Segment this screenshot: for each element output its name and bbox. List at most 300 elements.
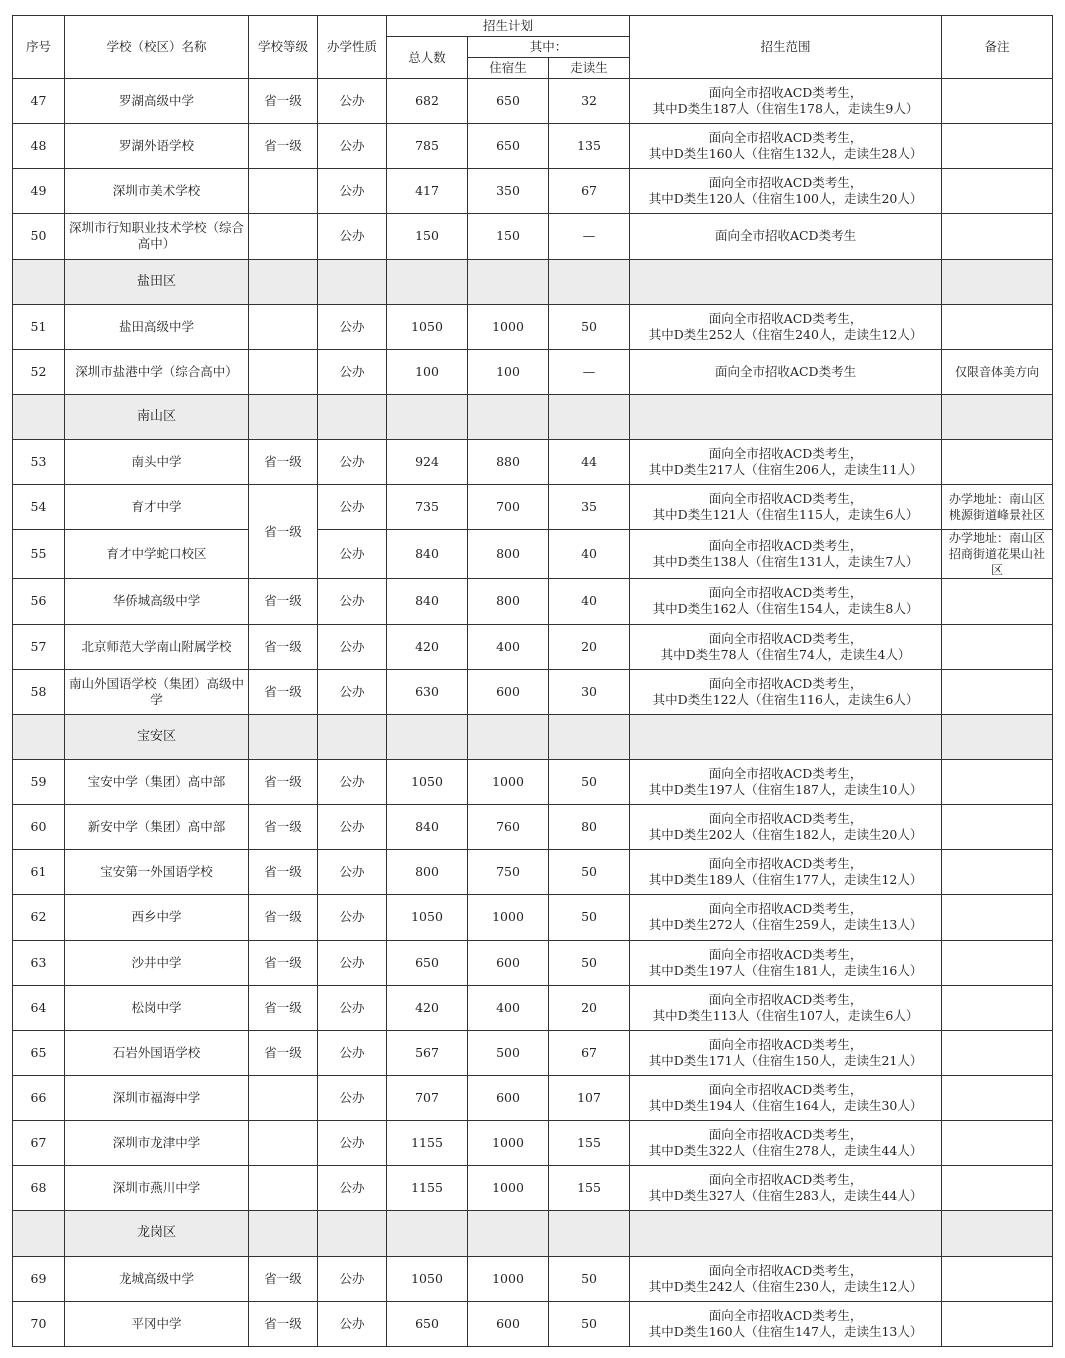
day-count: 67 <box>549 169 630 214</box>
table-row <box>13 805 1053 850</box>
school-name: 华侨城高级中学 <box>65 579 249 624</box>
table-row <box>13 79 1053 124</box>
table-row <box>13 759 1053 804</box>
scope-line-2: 其中D类生242人（住宿生230人，走读生12人） <box>648 1278 923 1294</box>
scope-cell <box>630 440 942 485</box>
table-row <box>13 985 1053 1030</box>
school-nature: 公办 <box>318 985 387 1030</box>
table-row <box>13 485 1053 530</box>
school-level <box>249 1121 318 1166</box>
table-row <box>13 349 1053 394</box>
remark-cell <box>942 1121 1053 1166</box>
day-count: 20 <box>549 985 630 1030</box>
table-row <box>13 1166 1053 1211</box>
scope-line-1: 面向全市招收ACD类考生， <box>708 811 863 827</box>
table-row <box>13 530 1053 579</box>
remark-cell <box>942 440 1053 485</box>
scope-line-2: 其中D类生189人（住宿生177人，走读生12人） <box>648 872 923 888</box>
seq-cell <box>13 259 65 304</box>
seq-cell <box>13 714 65 759</box>
day-count: 50 <box>549 940 630 985</box>
total-count: 1050 <box>387 1256 468 1301</box>
table-row <box>13 1121 1053 1166</box>
empty-cell <box>249 259 318 304</box>
school-name: 南头中学 <box>65 440 249 485</box>
district-name: 龙岗区 <box>65 1211 249 1256</box>
total-count: 735 <box>387 485 468 530</box>
seq-cell: 52 <box>13 349 65 394</box>
header-seq: 序号 <box>13 16 65 79</box>
school-name: 深圳市美术学校 <box>65 169 249 214</box>
table-row <box>13 895 1053 940</box>
day-count: 40 <box>549 530 630 579</box>
empty-cell <box>468 1211 549 1256</box>
header-remark: 备注 <box>942 16 1053 79</box>
empty-cell <box>630 1211 942 1256</box>
district-row <box>13 259 1053 304</box>
seq-cell: 62 <box>13 895 65 940</box>
day-count: 107 <box>549 1075 630 1120</box>
scope-line-1: 面向全市招收ACD类考生， <box>708 901 863 917</box>
table-row <box>13 1030 1053 1075</box>
seq-cell: 66 <box>13 1075 65 1120</box>
seq-cell: 54 <box>13 485 65 530</box>
school-level: 省一级 <box>249 669 318 714</box>
seq-cell: 61 <box>13 850 65 895</box>
scope-cell <box>630 124 942 169</box>
total-count: 650 <box>387 1301 468 1346</box>
empty-cell <box>318 394 387 439</box>
scope-line-1: 面向全市招收ACD类考生， <box>708 991 863 1007</box>
school-level: 省一级 <box>249 79 318 124</box>
total-count: 785 <box>387 124 468 169</box>
day-count: 80 <box>549 805 630 850</box>
school-nature: 公办 <box>318 1166 387 1211</box>
remark-cell <box>942 304 1053 349</box>
total-count: 1050 <box>387 759 468 804</box>
scope-line-1: 面向全市招收ACD类考生， <box>708 130 863 146</box>
school-level <box>249 169 318 214</box>
empty-cell <box>318 1211 387 1256</box>
school-nature: 公办 <box>318 940 387 985</box>
school-nature: 公办 <box>318 669 387 714</box>
school-level: 省一级 <box>249 895 318 940</box>
table-row <box>13 304 1053 349</box>
total-count: 1050 <box>387 304 468 349</box>
scope-line-1: 面向全市招收ACD类考生， <box>708 538 863 554</box>
school-level <box>249 304 318 349</box>
day-count: 35 <box>549 485 630 530</box>
seq-cell: 53 <box>13 440 65 485</box>
day-count: 50 <box>549 850 630 895</box>
scope-line-2: 其中D类生327人（住宿生283人，走读生44人） <box>648 1188 923 1204</box>
school-name: 育才中学 <box>65 485 249 530</box>
scope-line-2: 其中D类生217人（住宿生206人，走读生11人） <box>648 462 923 478</box>
seq-cell: 70 <box>13 1301 65 1346</box>
school-nature: 公办 <box>318 304 387 349</box>
scope-line-2: 其中D类生197人（住宿生181人，走读生16人） <box>648 962 923 978</box>
table-row <box>13 1075 1053 1120</box>
scope-line-2: 其中D类生113人（住宿生107人，走读生6人） <box>652 1007 919 1023</box>
empty-cell <box>387 714 468 759</box>
district-row <box>13 1211 1053 1256</box>
remark-cell <box>942 850 1053 895</box>
school-nature: 公办 <box>318 214 387 259</box>
boarding-count: 400 <box>468 624 549 669</box>
table-row <box>13 1301 1053 1346</box>
empty-cell <box>549 394 630 439</box>
table-body <box>13 79 1053 1347</box>
scope-line-2: 其中D类生187人（住宿生178人，走读生9人） <box>652 101 919 117</box>
seq-cell: 58 <box>13 669 65 714</box>
boarding-count: 1000 <box>468 1121 549 1166</box>
boarding-count: 600 <box>468 669 549 714</box>
boarding-count: 600 <box>468 1075 549 1120</box>
empty-cell <box>318 714 387 759</box>
seq-cell: 55 <box>13 530 65 579</box>
seq-cell <box>13 394 65 439</box>
table-row <box>13 440 1053 485</box>
header-total: 总人数 <box>387 37 468 79</box>
empty-cell <box>942 259 1053 304</box>
header-boarding: 住宿生 <box>468 58 549 79</box>
seq-cell: 49 <box>13 169 65 214</box>
school-nature: 公办 <box>318 1030 387 1075</box>
table-row <box>13 169 1053 214</box>
scope-cell <box>630 169 942 214</box>
scope-cell <box>630 79 942 124</box>
total-count: 682 <box>387 79 468 124</box>
seq-cell: 51 <box>13 304 65 349</box>
table-row <box>13 214 1053 259</box>
scope-line-2: 其中D类生171人（住宿生150人，走读生21人） <box>648 1052 923 1068</box>
boarding-count: 500 <box>468 1030 549 1075</box>
day-count: 135 <box>549 124 630 169</box>
total-count: 800 <box>387 850 468 895</box>
day-count: 50 <box>549 895 630 940</box>
scope-line-1: 面向全市招收ACD类考生， <box>708 1127 863 1143</box>
scope-line-1: 面向全市招收ACD类考生， <box>708 856 863 872</box>
header-plan: 招生计划 <box>387 16 630 37</box>
scope-cell <box>630 1166 942 1211</box>
total-count: 650 <box>387 940 468 985</box>
day-count: 40 <box>549 579 630 624</box>
scope-cell <box>630 759 942 804</box>
total-count: 567 <box>387 1030 468 1075</box>
school-nature: 公办 <box>318 1256 387 1301</box>
seq-cell: 57 <box>13 624 65 669</box>
boarding-count: 1000 <box>468 1256 549 1301</box>
empty-cell <box>549 714 630 759</box>
scope-line-1: 面向全市招收ACD类考生， <box>708 766 863 782</box>
total-count: 100 <box>387 349 468 394</box>
header-day: 走读生 <box>549 58 630 79</box>
scope-cell <box>630 530 942 579</box>
seq-cell: 48 <box>13 124 65 169</box>
school-level: 省一级 <box>249 1256 318 1301</box>
scope-cell <box>630 485 942 530</box>
seq-cell: 50 <box>13 214 65 259</box>
school-nature: 公办 <box>318 1301 387 1346</box>
boarding-count: 1000 <box>468 895 549 940</box>
scope-line-2: 其中D类生160人（住宿生132人，走读生28人） <box>648 146 923 162</box>
school-name: 松岗中学 <box>65 985 249 1030</box>
scope-line-2: 其中D类生138人（住宿生131人，走读生7人） <box>652 554 919 570</box>
seq-cell: 68 <box>13 1166 65 1211</box>
header-school: 学校（校区）名称 <box>65 16 249 79</box>
seq-cell: 65 <box>13 1030 65 1075</box>
school-level: 省一级 <box>249 759 318 804</box>
school-level: 省一级 <box>249 440 318 485</box>
school-level <box>249 214 318 259</box>
school-name: 北京师范大学南山附属学校 <box>65 624 249 669</box>
day-count: 20 <box>549 624 630 669</box>
total-count: 420 <box>387 624 468 669</box>
seq-cell: 59 <box>13 759 65 804</box>
scope-line-2: 其中D类生197人（住宿生187人，走读生10人） <box>648 782 923 798</box>
scope-line-1: 面向全市招收ACD类考生， <box>708 1262 863 1278</box>
school-level: 省一级 <box>249 579 318 624</box>
scope-cell <box>630 895 942 940</box>
school-nature: 公办 <box>318 1075 387 1120</box>
scope-line-1: 面向全市招收ACD类考生， <box>708 175 863 191</box>
school-level: 省一级 <box>249 624 318 669</box>
school-level <box>249 1166 318 1211</box>
school-name: 深圳市龙津中学 <box>65 1121 249 1166</box>
scope-cell <box>630 1121 942 1166</box>
school-level: 省一级 <box>249 985 318 1030</box>
empty-cell <box>549 259 630 304</box>
total-count: 630 <box>387 669 468 714</box>
school-nature: 公办 <box>318 124 387 169</box>
empty-cell <box>942 1211 1053 1256</box>
total-count: 1050 <box>387 895 468 940</box>
school-level: 省一级 <box>249 1301 318 1346</box>
school-nature: 公办 <box>318 169 387 214</box>
scope-line-1: 面向全市招收ACD类考生， <box>708 310 863 326</box>
school-nature: 公办 <box>318 895 387 940</box>
seq-cell: 67 <box>13 1121 65 1166</box>
scope-line-2: 其中D类生78人（住宿生74人，走读生4人） <box>660 646 911 662</box>
seq-cell: 63 <box>13 940 65 985</box>
remark-cell <box>942 940 1053 985</box>
table-row <box>13 579 1053 624</box>
empty-cell <box>387 259 468 304</box>
school-nature: 公办 <box>318 349 387 394</box>
total-count: 417 <box>387 169 468 214</box>
empty-cell <box>549 1211 630 1256</box>
empty-cell <box>387 394 468 439</box>
empty-cell <box>249 1211 318 1256</box>
school-nature: 公办 <box>318 485 387 530</box>
scope-line-1: 面向全市招收ACD类考生， <box>708 1036 863 1052</box>
remark-cell: 仅限音体美方向 <box>942 349 1053 394</box>
scope-line-2: 其中D类生162人（住宿生154人，走读生8人） <box>652 601 919 617</box>
empty-cell <box>630 259 942 304</box>
boarding-count: 650 <box>468 79 549 124</box>
remark-cell <box>942 1301 1053 1346</box>
school-nature: 公办 <box>318 440 387 485</box>
scope-cell <box>630 805 942 850</box>
remark-cell <box>942 169 1053 214</box>
scope-line-1: 面向全市招收ACD类考生， <box>708 1082 863 1098</box>
school-name: 南山外国语学校（集团）高级中学 <box>65 669 249 714</box>
boarding-count: 650 <box>468 124 549 169</box>
school-name: 深圳市盐港中学（综合高中） <box>65 349 249 394</box>
scope-cell <box>630 304 942 349</box>
boarding-count: 1000 <box>468 759 549 804</box>
school-name: 平冈中学 <box>65 1301 249 1346</box>
school-nature: 公办 <box>318 579 387 624</box>
scope-cell <box>630 940 942 985</box>
remark-cell <box>942 1256 1053 1301</box>
remark-cell <box>942 1030 1053 1075</box>
boarding-count: 150 <box>468 214 549 259</box>
header-scope: 招生范围 <box>630 16 942 79</box>
table-row <box>13 1256 1053 1301</box>
day-count: 30 <box>549 669 630 714</box>
scope-line-1: 面向全市招收ACD类考生， <box>708 675 863 691</box>
district-name: 南山区 <box>65 394 249 439</box>
empty-cell <box>630 714 942 759</box>
boarding-count: 100 <box>468 349 549 394</box>
school-level: 省一级 <box>249 805 318 850</box>
day-count: 67 <box>549 1030 630 1075</box>
scope-line-1: 面向全市招收ACD类考生， <box>708 630 863 646</box>
empty-cell <box>249 394 318 439</box>
school-name: 龙城高级中学 <box>65 1256 249 1301</box>
scope-cell <box>630 624 942 669</box>
day-count: 50 <box>549 1256 630 1301</box>
scope-line-1: 面向全市招收ACD类考生， <box>708 946 863 962</box>
table-row <box>13 850 1053 895</box>
school-nature: 公办 <box>318 530 387 579</box>
empty-cell <box>318 259 387 304</box>
school-level: 省一级 <box>249 940 318 985</box>
boarding-count: 880 <box>468 440 549 485</box>
empty-cell <box>468 714 549 759</box>
remark-cell <box>942 1075 1053 1120</box>
day-count: 50 <box>549 1301 630 1346</box>
scope-line-2: 其中D类生252人（住宿生240人，走读生12人） <box>648 326 923 342</box>
seq-cell: 64 <box>13 985 65 1030</box>
remark-cell <box>942 895 1053 940</box>
school-name: 深圳市行知职业技术学校（综合高中） <box>65 214 249 259</box>
school-level: 省一级 <box>249 850 318 895</box>
remark-cell <box>942 805 1053 850</box>
scope-cell <box>630 1301 942 1346</box>
school-nature: 公办 <box>318 79 387 124</box>
empty-cell <box>468 394 549 439</box>
boarding-count: 700 <box>468 485 549 530</box>
scope-line-1: 面向全市招收ACD类考生， <box>708 446 863 462</box>
scope-cell <box>630 349 942 394</box>
district-row <box>13 714 1053 759</box>
school-nature: 公办 <box>318 850 387 895</box>
school-nature: 公办 <box>318 805 387 850</box>
empty-cell <box>942 394 1053 439</box>
table-header <box>13 16 1053 79</box>
seq-cell <box>13 1211 65 1256</box>
header-among: 其中： <box>468 37 630 58</box>
remark-cell <box>942 624 1053 669</box>
table-row <box>13 624 1053 669</box>
boarding-count: 600 <box>468 940 549 985</box>
scope-cell <box>630 214 942 259</box>
scope-line-1: 面向全市招收ACD类考生， <box>708 585 863 601</box>
scope-line-1: 面向全市招收ACD类考生， <box>708 491 863 507</box>
total-count: 840 <box>387 579 468 624</box>
total-count: 420 <box>387 985 468 1030</box>
empty-cell <box>387 1211 468 1256</box>
seq-cell: 69 <box>13 1256 65 1301</box>
scope-cell <box>630 1030 942 1075</box>
boarding-count: 600 <box>468 1301 549 1346</box>
scope-line-2: 其中D类生122人（住宿生116人，走读生6人） <box>652 691 919 707</box>
school-name: 育才中学蛇口校区 <box>65 530 249 579</box>
remark-cell <box>942 124 1053 169</box>
scope-line-1: 面向全市招收ACD类考生， <box>708 85 863 101</box>
boarding-count: 350 <box>468 169 549 214</box>
scope-line-1: 面向全市招收ACD类考生 <box>714 363 857 379</box>
empty-cell <box>942 714 1053 759</box>
remark-cell <box>942 669 1053 714</box>
remark-cell: 办学地址：南山区桃源街道峰景社区 <box>942 485 1053 530</box>
school-level: 省一级 <box>249 485 318 579</box>
table-row <box>13 669 1053 714</box>
boarding-count: 750 <box>468 850 549 895</box>
boarding-count: 800 <box>468 530 549 579</box>
remark-cell <box>942 79 1053 124</box>
scope-line-2: 其中D类生272人（住宿生259人，走读生13人） <box>648 917 923 933</box>
district-row <box>13 394 1053 439</box>
scope-line-2: 其中D类生160人（住宿生147人，走读生13人） <box>648 1323 923 1339</box>
scope-line-2: 其中D类生120人（住宿生100人，走读生20人） <box>648 191 923 207</box>
scope-line-1: 面向全市招收ACD类考生， <box>708 1172 863 1188</box>
school-level <box>249 1075 318 1120</box>
boarding-count: 800 <box>468 579 549 624</box>
school-name: 盐田高级中学 <box>65 304 249 349</box>
table-row <box>13 124 1053 169</box>
total-count: 840 <box>387 805 468 850</box>
district-name: 盐田区 <box>65 259 249 304</box>
remark-cell <box>942 759 1053 804</box>
school-nature: 公办 <box>318 1121 387 1166</box>
day-count: 44 <box>549 440 630 485</box>
empty-cell <box>249 714 318 759</box>
table-row <box>13 940 1053 985</box>
total-count: 707 <box>387 1075 468 1120</box>
remark-cell <box>942 985 1053 1030</box>
empty-cell <box>468 259 549 304</box>
school-name: 沙井中学 <box>65 940 249 985</box>
boarding-count: 1000 <box>468 304 549 349</box>
seq-cell: 56 <box>13 579 65 624</box>
total-count: 924 <box>387 440 468 485</box>
scope-cell <box>630 1075 942 1120</box>
scope-cell <box>630 850 942 895</box>
seq-cell: 60 <box>13 805 65 850</box>
scope-line-2: 其中D类生202人（住宿生182人，走读生20人） <box>648 827 923 843</box>
school-level <box>249 349 318 394</box>
remark-cell <box>942 1166 1053 1211</box>
district-name: 宝安区 <box>65 714 249 759</box>
boarding-count: 400 <box>468 985 549 1030</box>
school-name: 宝安中学（集团）高中部 <box>65 759 249 804</box>
day-count: — <box>549 214 630 259</box>
remark-cell <box>942 214 1053 259</box>
school-level: 省一级 <box>249 1030 318 1075</box>
